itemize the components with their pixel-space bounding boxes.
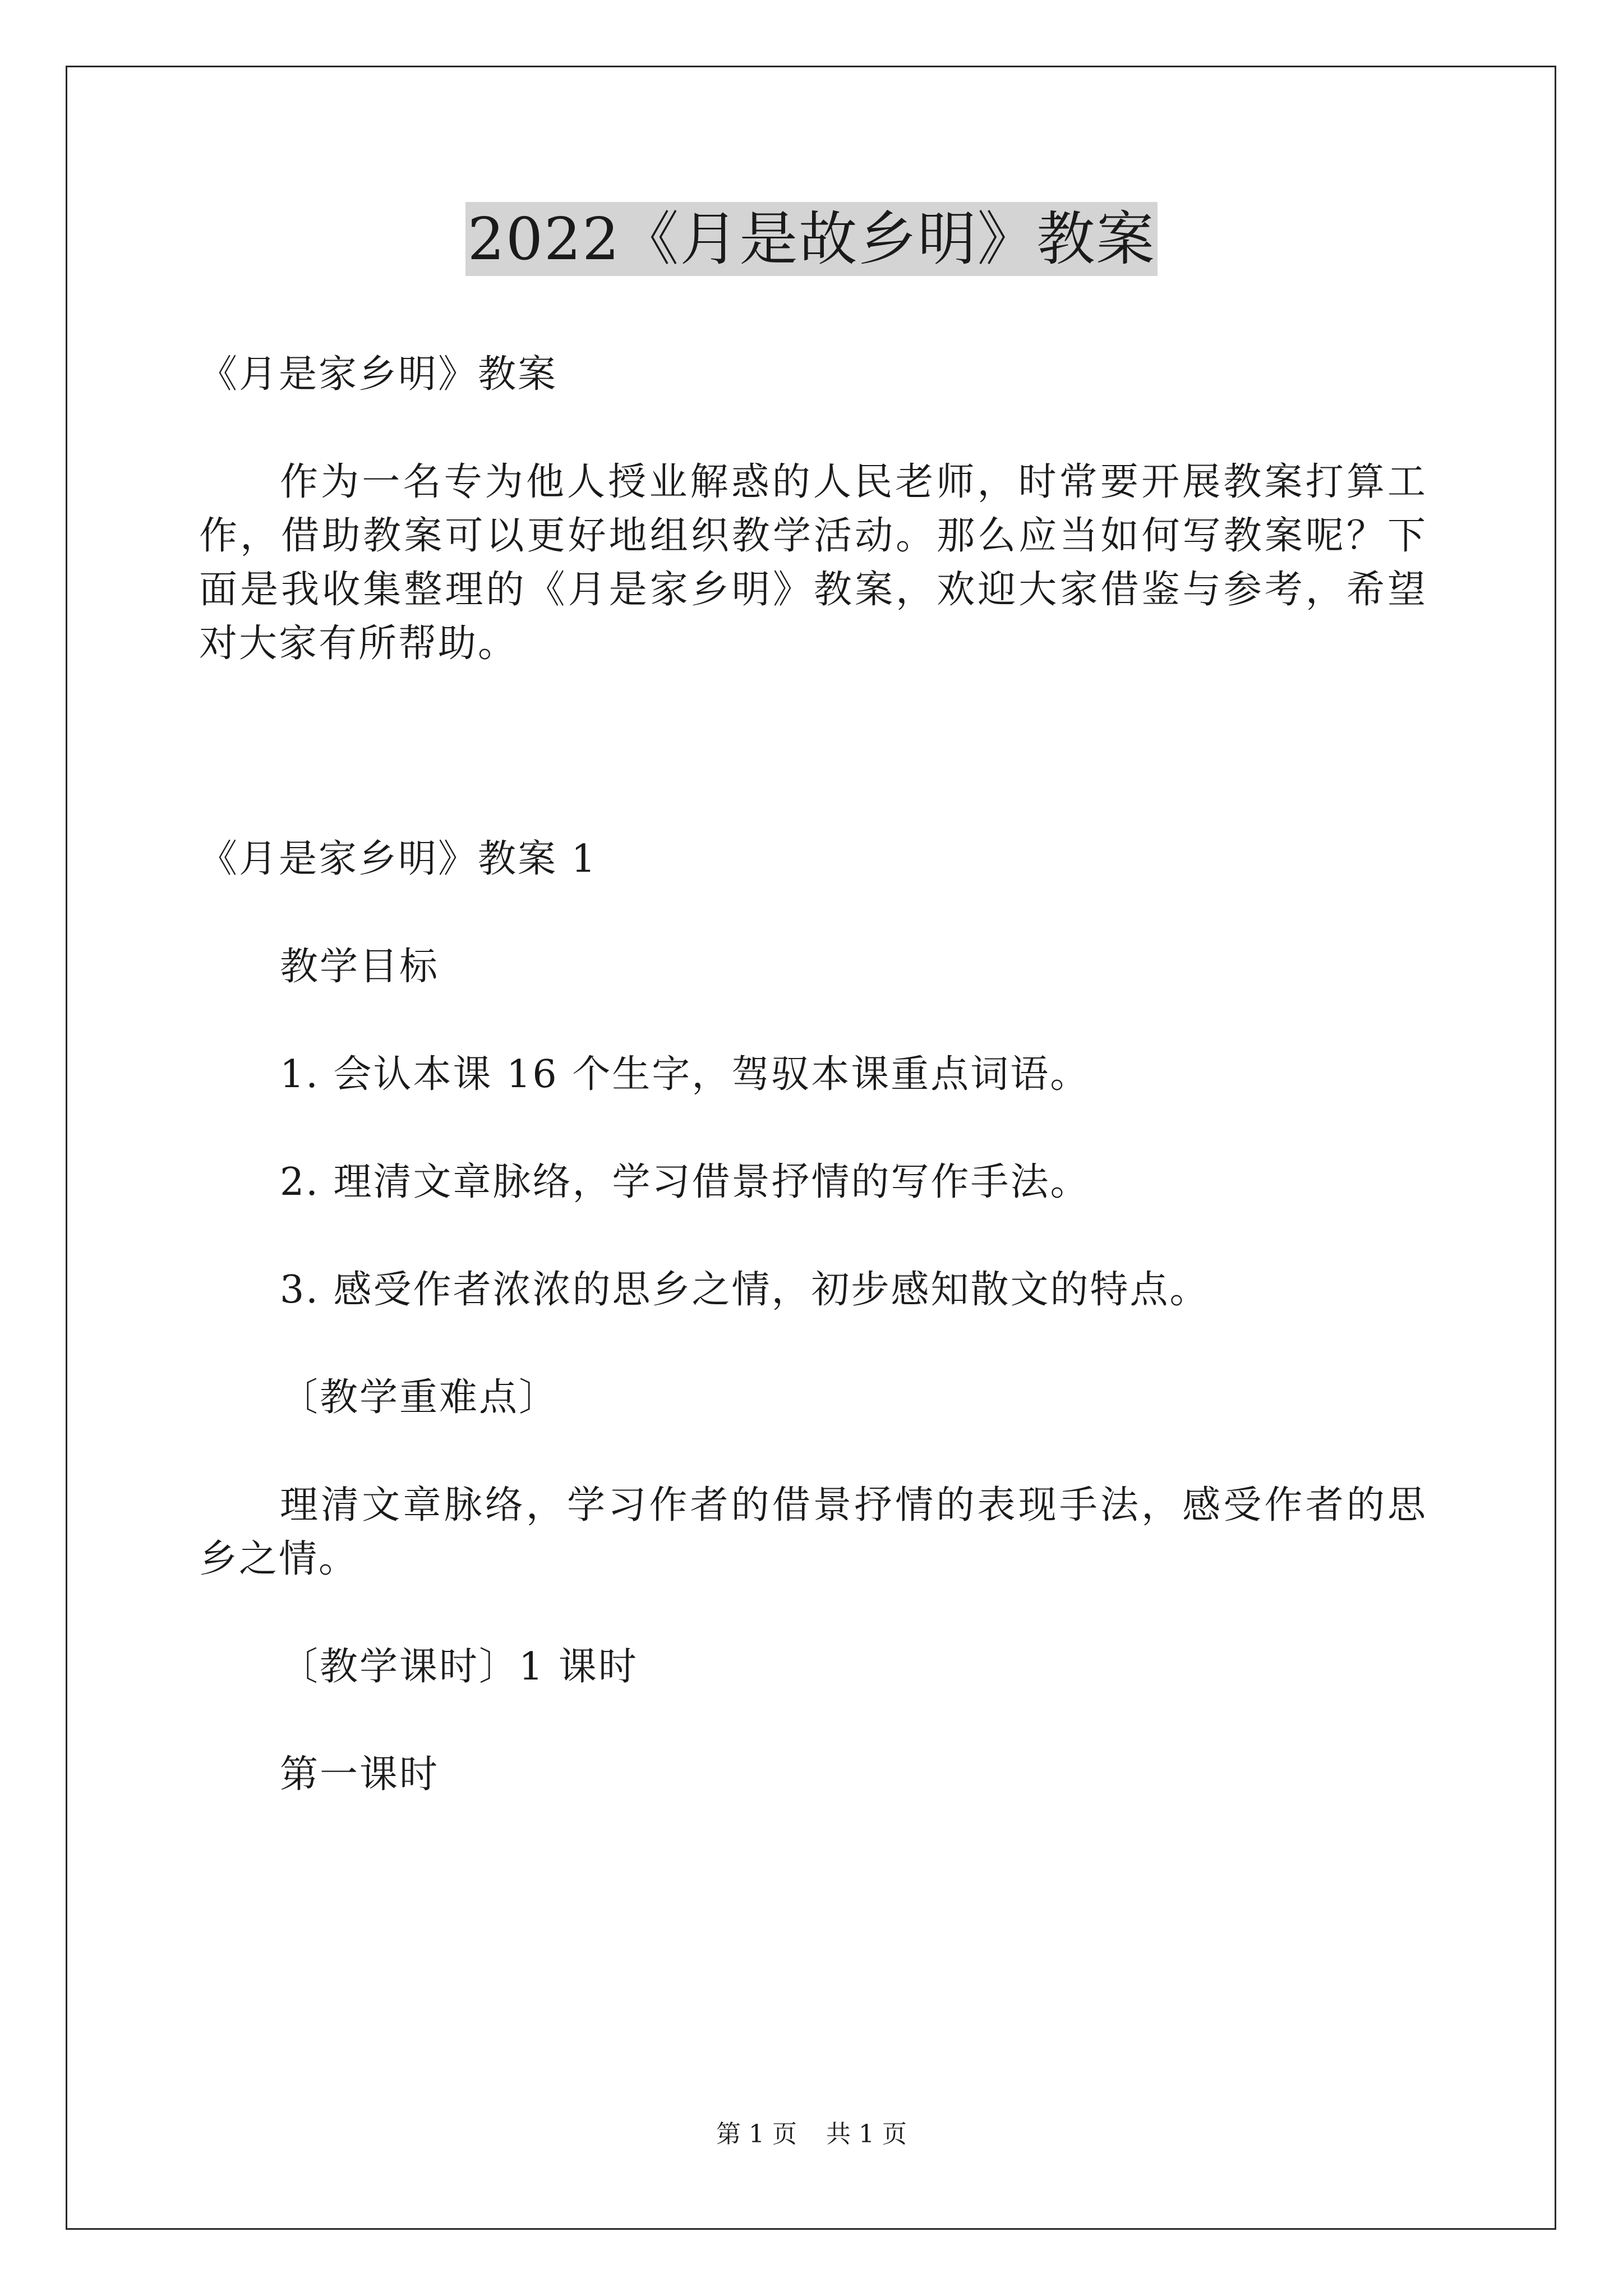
goal-1: 1. 会认本课 16 个生字，驾驭本课重点词语。	[280, 1052, 1090, 1097]
key-points-heading: 〔教学重难点〕	[280, 1375, 559, 1420]
subtitle: 《月是家乡明》教案	[199, 352, 558, 397]
class-hours: 〔教学课时〕1 课时	[280, 1645, 638, 1689]
first-period: 第一课时	[280, 1752, 440, 1797]
page-footer	[0, 2118, 1623, 2151]
document-title: 2022《月是故乡明》教案	[465, 202, 1158, 276]
page-total: 共 1 页	[826, 2120, 907, 2148]
document-body	[199, 348, 1427, 1802]
title-wrap	[0, 202, 1623, 276]
goal-3: 3. 感受作者浓浓的思乡之情，初步感知散文的特点。	[280, 1268, 1210, 1312]
goal-2: 2. 理清文章脉络，学习借景抒情的写作手法。	[280, 1160, 1090, 1204]
section-heading: 《月是家乡明》教案 1	[199, 837, 597, 881]
goals-heading: 教学目标	[280, 945, 440, 989]
key-points-text: 理清文章脉络，学习作者的借景抒情的表现手法，感受作者的思乡之情。	[199, 1483, 1427, 1581]
page-number: 第 1 页	[716, 2120, 797, 2148]
intro-paragraph: 作为一名专为他人授业解惑的人民老师，时常要开展教案打算工作，借助教案可以更好地组织教学活动。那么应当如何写教案呢？下面是我收集整理的《月是家乡明》教案，欢迎大家借鉴与参考，希望对大家有所帮助。	[199, 460, 1427, 666]
